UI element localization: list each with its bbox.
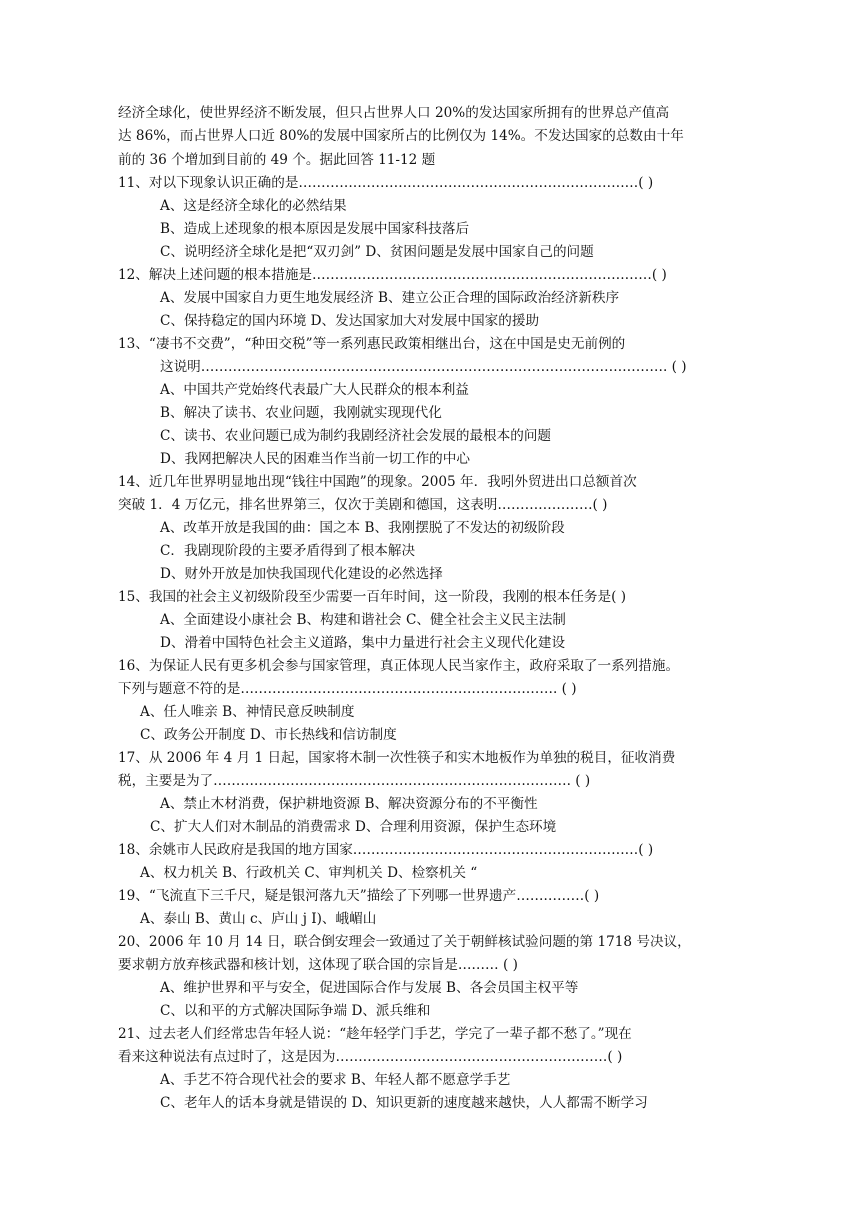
question-14-stem: 突破 1．4 万亿元，排名世界第三，仅次于美剧和德国，这表明…………………( ): [118, 497, 608, 513]
question-14-option: C．我剧现阶段的主要矛盾得到了根本解决: [160, 543, 416, 559]
question-13-stem: 13、“凄书不交费”，“种田交税”等一系列惠民政策相继出台，这在中国是史无前例的: [118, 336, 626, 352]
question-16-option: A、任人唯亲 B、神情民意反映制度: [140, 704, 355, 720]
question-12-option: C、保持稳定的国内环境 D、发达国家加大对发展中国家的援助: [160, 313, 540, 329]
question-13-stem: 这说明…………………………………………………………………………………………. ( ): [160, 359, 687, 375]
question-11-option: A、这是经济全球化的必然结果: [160, 198, 347, 214]
question-17-stem: 税，主要是为了……………………………………………………………………. ( ): [118, 773, 591, 789]
question-11-option: B、造成上述现象的根本原因是发展中国家科技落后: [160, 221, 470, 237]
question-16-option: C、政务公开制度 D、市长热线和信访制度: [140, 727, 397, 743]
question-12-stem: 12、解决上述问题的根本措施是…………………………………………………………………( ): [118, 267, 667, 283]
question-14-option: A、改革开放是我国的曲：国之本 B、我刚摆脱了不发达的初级阶段: [160, 520, 565, 536]
question-12-option: A、发展中国家自力更生地发展经济 B、建立公正合理的国际政治经济新秩序: [160, 290, 620, 306]
question-20-option: C、以和平的方式解决国际争端 D、派兵维和: [160, 1003, 431, 1019]
intro-line: 达 86%，而占世界人口近 80%的发展中国家所占的比例仅为 14%。不发达国家的总数由十年: [118, 128, 684, 144]
question-14-option: D、财外开放是加快我国现代化建设的必然选择: [160, 566, 443, 582]
question-13-option: C、读书、农业问题已成为制约我剧经济社会发展的最根本的问题: [160, 428, 552, 444]
question-20-stem: 20、2006 年 10 月 14 日，联合倒安理会一致通过了关于朝鲜核试验问题的第 1718 号决议，: [118, 934, 691, 950]
question-18-stem: 18、余姚市人民政府是我国的地方国家………………………………………………………( ): [118, 842, 654, 858]
question-13-option: A、中国共产党始终代表最广大人民群众的根本利益: [160, 382, 469, 398]
question-17-stem: 17、从 2006 年 4 月 1 日起，国家将木制一次性筷子和实木地板作为单独的税目，征收消费: [118, 750, 676, 766]
question-11-option: C、说明经济全球化是把“双刃剑” D、贫困问题是发展中国家自己的问题: [160, 244, 594, 260]
question-21-option: A、手艺不符合现代社会的要求 B、年轻人都不愿意学手艺: [160, 1072, 511, 1088]
question-13-option: B、解决了读书、农业问题，我刚就实现现代化: [160, 405, 442, 421]
question-14-stem: 14、近几年世界明显地出现“钱往中国跑”的现象。2005 年．我吲外贸进出口总额首次: [118, 474, 637, 490]
question-17-option: A、禁止木材消费，保护耕地资源 B、解决资源分布的不平衡性: [160, 796, 538, 812]
question-21-option: C、老年人的话本身就是错误的 D、知识更新的速度越来越快，人人都需不断学习: [160, 1095, 648, 1111]
question-15-option: A、全面建设小康社会 B、构建和谐社会 C、健全社会主义民主法制: [160, 612, 566, 628]
question-17-option: C、扩大人们对木制品的消费需求 D、合理利用资源，保护生态环境: [150, 819, 557, 835]
intro-line: 前的 36 个增加到目前的 49 个。据此回答 11-12 题: [118, 152, 436, 168]
question-19-option: A、泰山 B、黄山 c、庐山 j I)、峨嵋山: [140, 911, 377, 927]
question-13-option: D、我网把解决人民的困难当作当前一切工作的中心: [160, 451, 470, 467]
question-18-option: A、权力机关 B、行政机关 C、审判机关 D、检察机关 “: [140, 865, 478, 881]
question-15-option: D、滑着中国特色社会主义道路，集中力量进行社会主义现代化建设: [160, 635, 566, 651]
question-11-stem: 11、对以下现象认识正确的是…………………………………………………………………( ): [118, 175, 654, 191]
question-20-option: A、维护世界和平与安全，促进国际合作与发展 B、各会员国主权平等: [160, 980, 579, 996]
question-15-stem: 15、我国的社会主义初级阶段至少需要一百年时间，这一阶段，我刚的根本任务是( ): [118, 589, 627, 605]
question-16-stem: 下列与题意不符的是……………………………………………………………. ( ): [118, 681, 577, 697]
question-20-stem: 要求朝方放弃核武器和核计划，这体现了联合国的宗旨是……… ( ): [118, 957, 518, 973]
question-21-stem: 21、过去老人们经常忠告年轻人说：“趁年轻学门手艺，学完了一辈子都不愁了。”现在: [118, 1026, 632, 1042]
intro-line: 经济全球化，使世界经济不断发展，但只占世界人口 20%的发达国家所拥有的世界总产值高: [118, 105, 670, 121]
question-19-stem: 19、“飞流直下三千尺，疑是银河落九天”描绘了下列哪一世界遗产……………( ): [118, 888, 600, 904]
question-21-stem: 看来这种说法有点过时了，这是因为……………………………………………………( ): [118, 1049, 623, 1065]
question-16-stem: 16、为保证人民有更多机会参与国家管理，真正体现人民当家作主，政府采取了一系列措施。: [118, 658, 680, 674]
